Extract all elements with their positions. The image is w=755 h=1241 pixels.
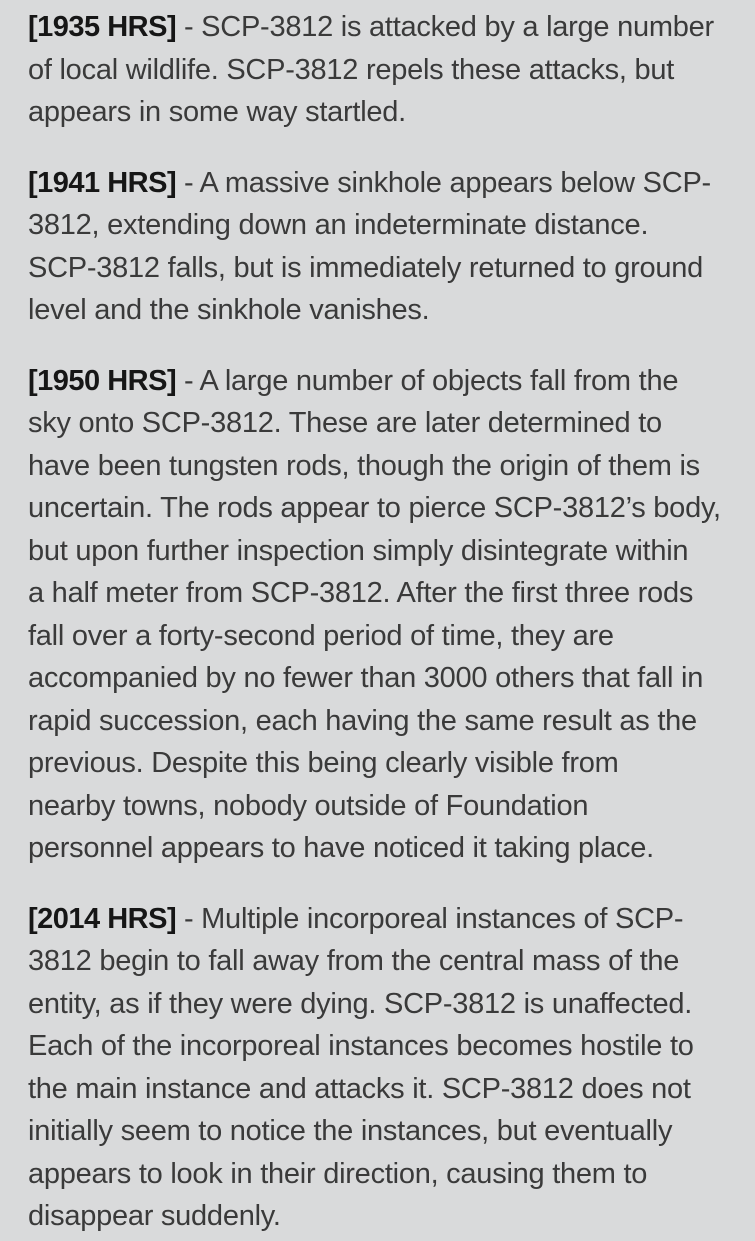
log-entry xyxy=(28,162,727,332)
log-line: disappear suddenly. xyxy=(28,1200,281,1232)
log-entry-text: - A massive sinkhole appears below SCP- xyxy=(183,166,711,199)
log-entry xyxy=(28,898,727,1238)
log-line: appears in some way startled. xyxy=(28,96,406,128)
log-line: nearby towns, nobody outside of Foundation xyxy=(28,789,589,822)
log-line: of local wildlife. SCP-3812 repels these attacks, but xyxy=(28,53,675,86)
log-entry-first-line xyxy=(28,6,727,49)
log-line: but upon further inspection simply disintegrate within xyxy=(28,534,689,567)
log-line: the main instance and attacks it. SCP-3812 does not xyxy=(28,1072,691,1105)
log-entry-first-line xyxy=(28,360,727,403)
log-line: sky onto SCP-3812. These are later determined to xyxy=(28,407,662,439)
log-line: 3812, extending down an indeterminate distance. xyxy=(28,209,649,241)
log-line: appears to look in their direction, causing them to xyxy=(28,1157,648,1190)
log-line: have been tungsten rods, though the origin of them is xyxy=(28,449,700,482)
log-entry-text: - SCP-3812 is attacked by a large number xyxy=(183,11,714,43)
log-line: level and the sinkhole vanishes. xyxy=(28,294,430,326)
log-entry xyxy=(28,6,727,134)
log-line: rapid succession, each having the same result as the xyxy=(28,704,697,737)
log-line: SCP-3812 falls, but is immediately returned to ground xyxy=(28,251,704,284)
log-entry-first-line xyxy=(28,162,727,205)
log-line: 3812 begin to fall away from the central mass of the xyxy=(28,945,680,977)
log-entry-text: - A large number of objects fall from the xyxy=(183,364,679,397)
log-timestamp: [1935 HRS] xyxy=(28,11,177,43)
log-timestamp: [2014 HRS] xyxy=(28,902,177,935)
log-line: a half meter from SCP-3812. After the first three rods xyxy=(28,577,694,609)
log-line: personnel appears to have noticed it taking place. xyxy=(28,832,654,864)
log-timestamp: [1941 HRS] xyxy=(28,166,177,199)
log-line: initially seem to notice the instances, but eventually xyxy=(28,1115,673,1147)
log-entry-text: - Multiple incorporeal instances of SCP- xyxy=(183,902,684,935)
log-entry-first-line xyxy=(28,898,727,941)
log-line: entity, as if they were dying. SCP-3812 is unaffected. xyxy=(28,987,693,1020)
log-line: fall over a forty-second period of time, they are xyxy=(28,619,614,652)
log-line: previous. Despite this being clearly visible from xyxy=(28,747,619,779)
log-entry xyxy=(28,360,727,870)
log-line: accompanied by no fewer than 3000 others that fall in xyxy=(28,662,704,694)
log-timestamp: [1950 HRS] xyxy=(28,364,177,397)
log-line: Each of the incorporeal instances becomes hostile to xyxy=(28,1030,694,1062)
log-line: uncertain. The rods appear to pierce SCP-3812’s body, xyxy=(28,492,721,524)
